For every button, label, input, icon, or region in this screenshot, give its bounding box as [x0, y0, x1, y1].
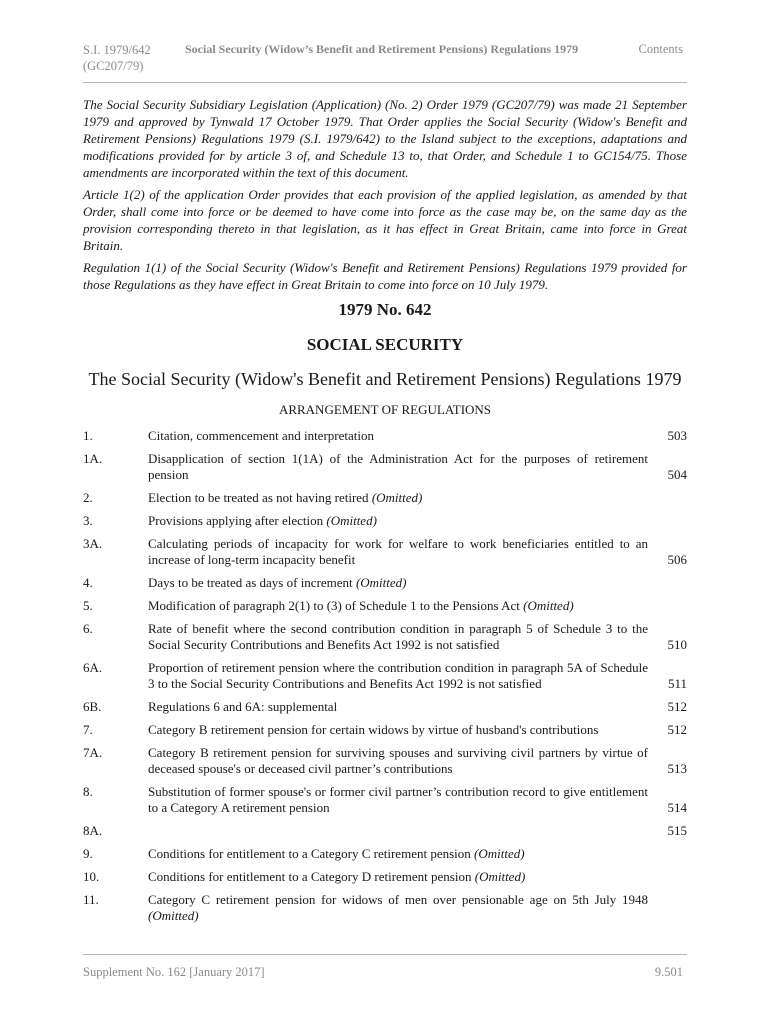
toc-entry[interactable]: [83, 451, 687, 483]
toc-entry[interactable]: [83, 575, 687, 591]
toc-title-text: Category C retirement pension for widows of men over pensionable age on 5th July 1948: [148, 892, 648, 907]
toc-omitted-note: (Omitted): [326, 513, 377, 528]
intro-notes: [83, 96, 687, 298]
toc-title-text: Calculating periods of incapacity for work for welfare to work beneficiaries entitled to an increase of long-term incapacity benefit: [148, 536, 648, 567]
toc-entry[interactable]: [83, 846, 687, 862]
toc-title-text: Election to be treated as not having retired: [148, 490, 369, 505]
toc-page-number: 511: [667, 676, 687, 691]
toc-title: [148, 575, 648, 591]
toc-number: 6.: [83, 621, 93, 636]
toc-title-text: Days to be treated as days of increment: [148, 575, 353, 590]
toc-entry[interactable]: [83, 722, 687, 738]
toc-title: [148, 846, 648, 862]
toc-title-text: Category B retirement pension for certain widows by virtue of husband's contributions: [148, 722, 599, 737]
toc-title: [148, 745, 648, 777]
intro-paragraph: The Social Security Subsidiary Legislation (Application) (No. 2) Order 1979 (GC207/79) was made 21 September 1979 and approved by Tynwald 17 October 1979. That Order applies the Social Security (Widow's Benefit and Retirement Pensions) Regulations 1979 (S.I. 1979/642) to the Island subject to the exceptions, adaptations and modifications provided for by article 3 of, and Schedule 13 to, that Order, and Schedule 1 to GC154/75. Those amendments are incorporated within the text of this document.: [83, 97, 687, 180]
toc-title: [148, 451, 648, 483]
regulations-title: The Social Security (Widow's Benefit and Retirement Pensions) Regulations 1979: [88, 369, 682, 389]
intro-paragraph: Article 1(2) of the application Order provides that each provision of the applied legislation, as amended by that Order, shall come into force or be deemed to have come into force as the case may be, on the same day as the provision corresponding thereto in that legislation, as it has effect in Great Britain, came into force in Great Britain.: [83, 187, 687, 253]
header-title: Social Security (Widow’s Benefit and Retirement Pensions) Regulations 1979: [185, 42, 579, 56]
year-number: 1979 No. 642: [338, 300, 432, 319]
toc-title: [148, 428, 648, 444]
toc-entry[interactable]: [83, 784, 687, 816]
toc-title: [148, 869, 648, 885]
toc-omitted-note: (Omitted): [523, 598, 574, 613]
page-header: [83, 40, 687, 83]
page-number: 9.501: [654, 965, 683, 979]
toc-number: 3A.: [83, 536, 103, 551]
toc-entry[interactable]: [83, 428, 687, 444]
toc-title: [148, 784, 648, 816]
toc-number: 2.: [83, 490, 93, 505]
toc-title-text: Conditions for entitlement to a Category D retirement pension: [148, 869, 472, 884]
toc-entry[interactable]: [83, 490, 687, 506]
toc-page-number: 515: [667, 823, 687, 838]
si-reference: S.I. 1979/642 (GC207/79): [83, 43, 151, 73]
toc-number: 8A.: [83, 823, 103, 838]
toc-number: 6A.: [83, 660, 103, 675]
toc-omitted-note: (Omitted): [371, 490, 423, 505]
toc-page-number: 504: [667, 467, 687, 482]
toc-title: [148, 823, 648, 839]
toc-title-text: Rate of benefit where the second contribution condition in paragraph 5 of Schedule 3 to the Social Security Contributions and Benefits Act 1992 is not satisfied: [148, 621, 648, 652]
toc-title-text: Citation, commencement and interpretation: [148, 428, 374, 443]
toc-title-text: Proportion of retirement pension where the contribution condition in paragraph 5A of Schedule 3 to the Social Security Contributions and Benefits Act 1992 is not satisfied: [148, 660, 648, 691]
toc-title: [148, 536, 648, 568]
toc-title: [148, 699, 648, 715]
subject-heading: SOCIAL SECURITY: [306, 335, 464, 354]
toc-entry[interactable]: [83, 513, 687, 529]
toc-title: [148, 722, 648, 738]
toc-entry[interactable]: [83, 598, 687, 614]
toc-title-text: Disapplication of section 1(1A) of the Administration Act for the purposes of retirement pension: [148, 451, 648, 482]
toc-number: 5.: [83, 598, 93, 613]
toc-omitted-note: (Omitted): [355, 575, 407, 590]
toc-title: [148, 892, 648, 924]
toc-page-number: 514: [667, 800, 687, 815]
toc-entry[interactable]: [83, 892, 687, 924]
toc-page-number: 506: [667, 552, 687, 567]
toc-number: 6B.: [83, 699, 102, 714]
toc-entry[interactable]: [83, 823, 687, 839]
table-of-contents: [83, 428, 687, 931]
toc-title: [148, 490, 648, 506]
toc-number: 1.: [83, 428, 93, 443]
toc-title-text: Substitution of former spouse's or former civil partner’s contribution record to give entitlement to a Category A retirement pension: [148, 784, 648, 815]
toc-title-text: Modification of paragraph 2(1) to (3) of Schedule 1 to the Pensions Act: [148, 598, 520, 613]
toc-number: 8.: [83, 784, 93, 799]
toc-title-text: Regulations 6 and 6A: supplemental: [148, 699, 338, 714]
toc-entry[interactable]: [83, 660, 687, 692]
toc-page-number: 512: [667, 722, 687, 737]
toc-number: 4.: [83, 575, 93, 590]
toc-number: 11.: [83, 892, 99, 907]
toc-page-number: 513: [667, 761, 687, 776]
arrangement-heading: ARRANGEMENT OF REGULATIONS: [278, 402, 492, 417]
contents-link[interactable]: Contents: [638, 42, 683, 56]
toc-page-number: 503: [667, 428, 687, 443]
toc-title-text: Conditions for entitlement to a Category C retirement pension: [148, 846, 471, 861]
toc-number: 7A.: [83, 745, 103, 760]
toc-entry[interactable]: [83, 621, 687, 653]
supplement-label: Supplement No. 162 [January 2017]: [83, 965, 265, 979]
toc-title-text: Provisions applying after election: [148, 513, 324, 528]
intro-paragraph: Regulation 1(1) of the Social Security (Widow's Benefit and Retirement Pensions) Regulations 1979 provided for those Regulations as they have effect in Great Britain to come into force on 10 July 1979.: [83, 260, 687, 292]
toc-title-text: Category B retirement pension for surviving spouses and surviving civil partners by virtue of deceased spouse's or deceased civil partner’s contributions: [148, 745, 648, 776]
toc-number: 1A.: [83, 451, 103, 466]
toc-number: 9.: [83, 846, 93, 861]
toc-omitted-note: (Omitted): [474, 846, 525, 861]
toc-omitted-note: (Omitted): [148, 908, 199, 923]
toc-page-number: 510: [667, 637, 687, 652]
toc-page-number: 512: [667, 699, 687, 714]
toc-entry[interactable]: [83, 699, 687, 715]
page-footer: [83, 954, 687, 979]
toc-title: [148, 660, 648, 692]
toc-omitted-note: (Omitted): [474, 869, 526, 884]
toc-entry[interactable]: [83, 745, 687, 777]
toc-title: [148, 513, 648, 529]
toc-entry[interactable]: [83, 536, 687, 568]
toc-title: [148, 598, 648, 614]
toc-title: [148, 621, 648, 653]
toc-number: 7.: [83, 722, 93, 737]
toc-number: 10.: [83, 869, 100, 884]
toc-entry[interactable]: [83, 869, 687, 885]
toc-number: 3.: [83, 513, 93, 528]
